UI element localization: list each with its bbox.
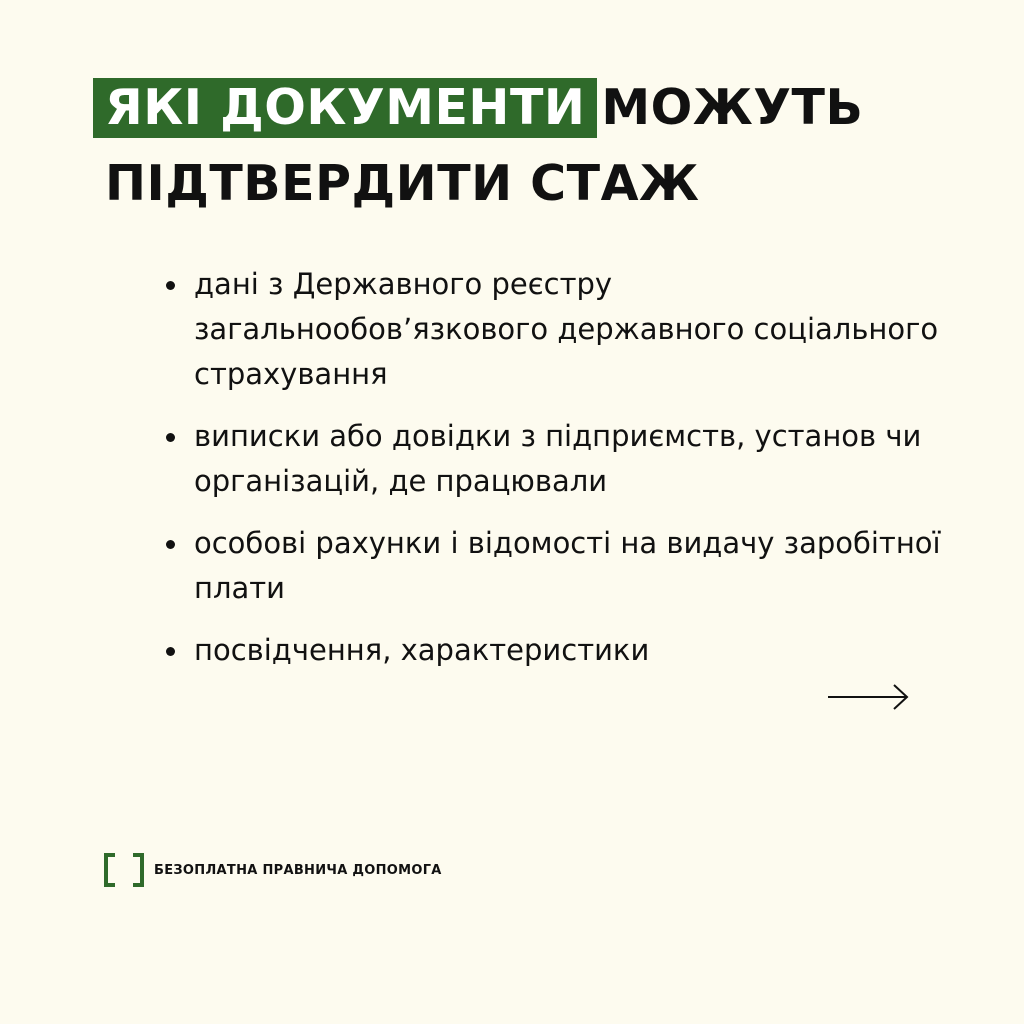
list-item <box>164 521 964 611</box>
arrow-right-icon[interactable] <box>826 682 910 712</box>
headline-line-2: ПІДТВЕРДИТИ СТАЖ <box>105 155 700 212</box>
list-item-text: особові рахунки і відомості на видачу заробітної плати <box>194 526 941 605</box>
headline-line-1 <box>93 78 863 138</box>
organization-name: БЕЗОПЛАТНА ПРАВНИЧА ДОПОМОГА <box>154 862 442 878</box>
footer <box>104 853 442 887</box>
list-item <box>164 414 964 504</box>
headline-highlight: ЯКІ ДОКУМЕНТИ <box>93 78 597 138</box>
list-item <box>164 262 964 397</box>
bullet-icon <box>166 281 175 290</box>
headline-rest: МОЖУТЬ <box>601 79 864 136</box>
list-item-text: дані з Державного реєстру загальнообов’язкового державного соціального страхування <box>194 267 939 391</box>
bullet-icon <box>166 433 175 442</box>
bracket-logo-icon <box>104 853 144 887</box>
list-item-text: виписки або довідки з підприємств, установ чи організацій, де працювали <box>194 419 922 498</box>
list-item <box>164 628 964 673</box>
list-item-text: посвідчення, характеристики <box>194 633 650 667</box>
bullet-icon <box>166 540 175 549</box>
bullet-icon <box>166 647 175 656</box>
headline <box>93 78 863 214</box>
document-list <box>164 262 964 690</box>
